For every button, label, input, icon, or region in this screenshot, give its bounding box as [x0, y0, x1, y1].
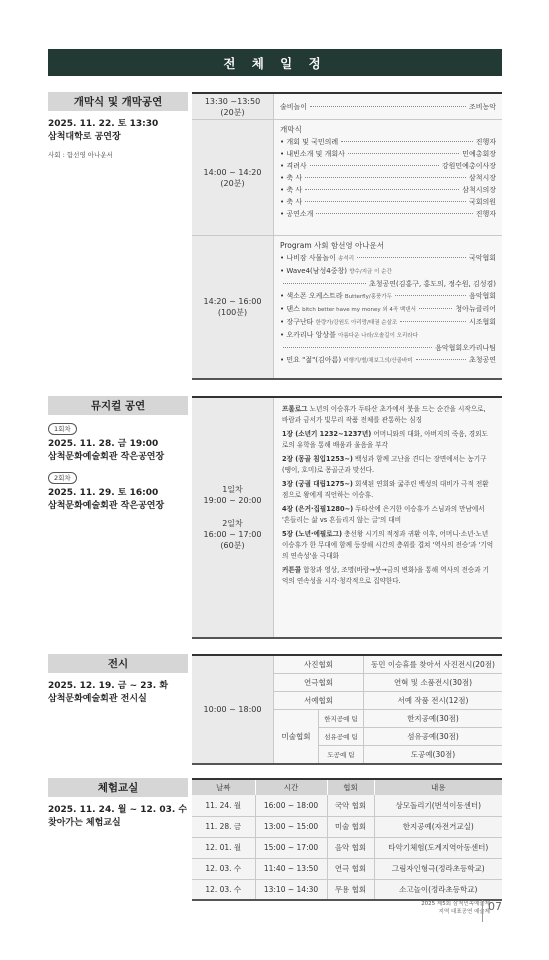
program-performer: 초청공연 [468, 356, 496, 364]
program-item [280, 342, 496, 354]
opening-tag: 개막식 및 개막공연 [48, 92, 188, 111]
page-title: 전 체 일 정 [48, 49, 502, 76]
table-cell: 11. 28. 금 [192, 816, 255, 837]
musical-schedule [192, 396, 502, 639]
exhibition-org: 한지공예 팀 [319, 710, 364, 728]
scene-head: 2장 (몽골 침입1253~) [282, 455, 353, 463]
musical-venue-2: 삼척문화예술회관 작은공연장 [48, 501, 165, 511]
scene-head: 프롤로그 [282, 405, 308, 413]
program-name: • 축 사 [280, 186, 303, 194]
day-label: 2일차 [222, 519, 243, 528]
column-header: 협회 [327, 779, 374, 795]
program-name: • 격려사 [280, 162, 307, 170]
opening-venue: 삼척대학로 공연장 [48, 132, 121, 142]
program-item [280, 136, 496, 148]
program-performer: 진행자 [475, 138, 496, 146]
musical-venue-1: 삼척문화예술회관 작은공연장 [48, 452, 165, 462]
program-item [280, 354, 496, 367]
program-item [280, 148, 496, 160]
table-cell: 11:40 ~ 13:50 [255, 858, 327, 879]
scene-body: 두타산에 은거한 이승휴가 스님과의 만남에서 '흔들리는 삶 vs 흔들리지 않는 글'의 대비 [282, 505, 485, 524]
footer-line: 2025 제5회 삼척민족예술제 [421, 901, 490, 907]
workshop-venue: 찾아가는 체험교실 [48, 818, 121, 828]
program-item [280, 329, 496, 342]
program-name: • 장구난타 [280, 318, 314, 326]
program-detail: 한량가/강원도 아리랑/태권 순살조 [315, 320, 398, 326]
exhibition-org: 연극협회 [274, 674, 364, 692]
program-performer: 삼척시장 [468, 174, 496, 182]
exhibition-group: 미술협회 [274, 710, 319, 763]
program-name: • 오카리나 앙상블 [280, 331, 336, 339]
program-item [280, 278, 496, 290]
table-cell: 15:00 ~ 17:00 [255, 837, 327, 858]
program-performer: 삼척시의장 [462, 186, 496, 194]
program-item [280, 316, 496, 329]
table-cell: 그림자인형극(정라초등학교) [374, 858, 502, 879]
time-label: 10:00 ~ 18:00 [192, 656, 274, 763]
duration-label: (100분) [217, 308, 248, 317]
page-number: 07 [482, 900, 502, 922]
opening-date: 2025. 11. 22. 토 13:30 [48, 119, 159, 129]
duration-label: (60분) [220, 541, 245, 550]
synopsis-paragraph [282, 429, 494, 451]
column-header: 내용 [374, 779, 502, 795]
round-badge: 2회차 [48, 472, 77, 484]
exhibition-org: 사진협회 [274, 656, 364, 674]
program-item [280, 196, 496, 208]
exhibition-org: 도공예 팀 [319, 746, 364, 763]
scene-head: 커튼콜 [282, 566, 302, 574]
program-item [280, 160, 496, 172]
program-item [280, 184, 496, 196]
time-label: 19:00 ~ 20:00 [203, 496, 262, 505]
table-cell: 13:00 ~ 15:00 [255, 816, 327, 837]
musical-date-2: 2025. 11. 29. 토 16:00 [48, 488, 159, 498]
table-cell: 미술 협회 [327, 816, 374, 837]
program-name: • 축 사 [280, 174, 303, 182]
exhibition-org: 서예협회 [274, 692, 364, 710]
exhibition-date: 2025. 12. 19. 금 ~ 23. 화 [48, 681, 169, 691]
time-label: 14:00 ~ 14:20 [203, 167, 262, 177]
table-row [192, 816, 502, 837]
exhibition-tag: 전시 [48, 654, 188, 673]
day-label: 1일차 [222, 485, 243, 494]
scene-body: 합창과 영상, 조명(바람→붓→금의 변화)을 통해 역사의 전승과 기억의 연속성을 시각·청각적으로 집약한다. [282, 566, 490, 585]
table-cell: 연극 협회 [327, 858, 374, 879]
program-performer: 진행자 [475, 210, 496, 218]
footer-line: 지역 대표공연 예술제 [438, 909, 490, 915]
table-cell: 12. 03. 수 [192, 879, 255, 900]
synopsis-paragraph [282, 504, 494, 526]
program-performer: 국회의원 [468, 198, 496, 206]
scene-body: 충선왕 시기의 적정과 귀환 이후, 어머니·소년·노년 이승휴가 한 무대에 함께 등장해 시간의 층위를 겹쳐 '역사의 전승'과 '기억의 연속성'을 극대화 [282, 530, 494, 560]
table-header-row [192, 779, 502, 795]
exhibition-venue: 삼척문화예술회관 전시실 [48, 694, 147, 704]
table-row [192, 837, 502, 858]
exhibition-content: 섬유공예(30점) [364, 728, 502, 746]
table-cell: 12. 03. 수 [192, 858, 255, 879]
time-label: 13:30 ~13:50 [204, 96, 261, 106]
program-item [280, 290, 496, 303]
table-cell: 음악 협회 [327, 837, 374, 858]
program-performer: 조비농악 [468, 102, 496, 111]
program-performer: 초청공연(김홍구, 홍도의, 정수원, 김성겸) [368, 280, 496, 288]
program-item [280, 101, 496, 113]
program-performer: 음악협회 [468, 292, 496, 300]
program-name: • 나비잠 사물놀이 [280, 254, 336, 262]
synopsis-paragraph [282, 529, 494, 562]
program-item [280, 252, 496, 265]
exhibition-content: 연혁 및 소품전시(30점) [364, 674, 502, 692]
duration-label: (20분) [220, 178, 245, 188]
exhibition-schedule [192, 654, 502, 765]
scene-body: 백성과 함께 고난을 견디는 장면에서는 농기구(땡이, 호미)로 몽골군과 맞선다. [282, 455, 487, 474]
table-cell: 16:00 ~ 18:00 [255, 795, 327, 816]
duration-label: (20분) [220, 107, 245, 117]
program-detail: 아름다운 나라/오솔길이 오리라다 [338, 333, 418, 339]
program-name: • Wave4(남성4중창) [280, 267, 347, 275]
program-detail: 비행기/별/채보그의/산골바미 [343, 358, 413, 364]
program-performer: 음악협회오카리나팀 [435, 344, 496, 352]
synopsis-paragraph [282, 479, 494, 501]
program-title: Program 사회 함선영 아나운서 [280, 241, 385, 250]
table-cell: 한지공예(자전거교실) [374, 816, 502, 837]
table-cell: 상모돌리기(번석이동센터) [374, 795, 502, 816]
program-item [280, 303, 496, 316]
program-item [280, 172, 496, 184]
musical-tag: 뮤지컬 공연 [48, 396, 188, 415]
table-row [192, 879, 502, 900]
table-cell: 11. 24. 월 [192, 795, 255, 816]
scene-body: 어머니와의 대화, 아버지의 죽음, 경외도로의 유학을 통해 배움과 울음을 부각 [282, 430, 488, 449]
program-name: • 축 사 [280, 198, 303, 206]
table-row [192, 858, 502, 879]
table-row [192, 795, 502, 816]
musical-date-1: 2025. 11. 28. 금 19:00 [48, 439, 159, 449]
program-performer: 청아뉴클리어 [455, 305, 496, 313]
round-badge: 1회차 [48, 423, 77, 435]
schedule-row [192, 120, 502, 236]
synopsis-paragraph [282, 565, 494, 587]
exhibition-content: 한지공예(30점) [364, 710, 502, 728]
table-cell: 13:10 ~ 14:30 [255, 879, 327, 900]
program-detail: bitch better have my money 외 4곡 백댄서 [302, 307, 416, 313]
time-label: 16:00 ~ 17:00 [203, 530, 262, 539]
program-item [280, 265, 496, 278]
table-cell: 타악기체험(도계지역아동센터) [374, 837, 502, 858]
program-name: • 민요 "젊"(김아름) [280, 356, 342, 364]
scene-body: 노년의 이승휴가 두타산 초가에서 붓을 드는 순간을 시작으로, 바람과 금서가 빛무리 작품 전체를 관통하는 심징 [282, 405, 486, 424]
workshop-tag: 체험교실 [48, 778, 188, 797]
exhibition-content: 서예 작품 전시(12점) [364, 692, 502, 710]
table-cell: 무용 협회 [327, 879, 374, 900]
synopsis-paragraph [282, 404, 494, 426]
program-performer: 강원민예총이사장 [441, 162, 496, 170]
program-detail: 송석리 [338, 256, 355, 262]
schedule-row [192, 94, 502, 120]
scene-head: 5장 (노년·에필로그) [282, 530, 343, 538]
program-detail: 향수/지금 이 순간 [349, 269, 392, 275]
program-name: • 개회 및 국민의례 [280, 138, 339, 146]
program-name: • 공연소개 [280, 210, 314, 218]
exhibition-org: 섬유공예 팀 [319, 728, 364, 746]
workshop-table [192, 778, 502, 901]
program-performer: 시조협회 [468, 318, 496, 326]
workshop-date: 2025. 11. 24. 월 ~ 12. 03. 수 [48, 805, 188, 815]
time-label: 14:20 ~ 16:00 [203, 297, 262, 306]
column-header: 시간 [255, 779, 327, 795]
exhibition-content: 동민 이승휴를 찾아서 사진전시(20점) [364, 656, 502, 674]
program-name: • 댄스 [280, 305, 300, 313]
table-cell: 12. 01. 월 [192, 837, 255, 858]
synopsis [274, 398, 502, 637]
program-performer: 국악협회 [468, 254, 496, 262]
table-cell: 소고놀이(정라초등학교) [374, 879, 502, 900]
program-name: • 내빈소개 및 개회사 [280, 150, 345, 158]
table-cell: 국악 협회 [327, 795, 374, 816]
opening-schedule [192, 92, 502, 380]
synopsis-paragraph [282, 454, 494, 476]
scene-head: 3장 (궁궐 대립1275~) [282, 480, 353, 488]
opening-mc: 사회 : 함선영 아나운서 [48, 151, 113, 159]
exhibition-content: 도공예(30점) [410, 750, 456, 759]
program-item [280, 208, 496, 220]
column-header: 날짜 [192, 779, 255, 795]
program-name: 술비놀이 [280, 102, 308, 111]
schedule-row [192, 236, 502, 378]
footer [380, 900, 490, 916]
scene-head: 4장 (은거·집필1280~) [282, 505, 354, 513]
program-title: 개막식 [280, 125, 302, 134]
scene-head: 1장 (소년기 1232~1237년) [282, 430, 372, 438]
program-detail: Butterfly/홍풍가두 [344, 294, 392, 300]
program-performer: 민예총회장 [462, 150, 496, 158]
program-name: • 색소폰 오케스트라 [280, 292, 343, 300]
scene-body: 회색된 연회와 굶주린 백성의 대비가 극적 전환점으로 왕에게 직언하는 이승휴. [282, 480, 489, 499]
